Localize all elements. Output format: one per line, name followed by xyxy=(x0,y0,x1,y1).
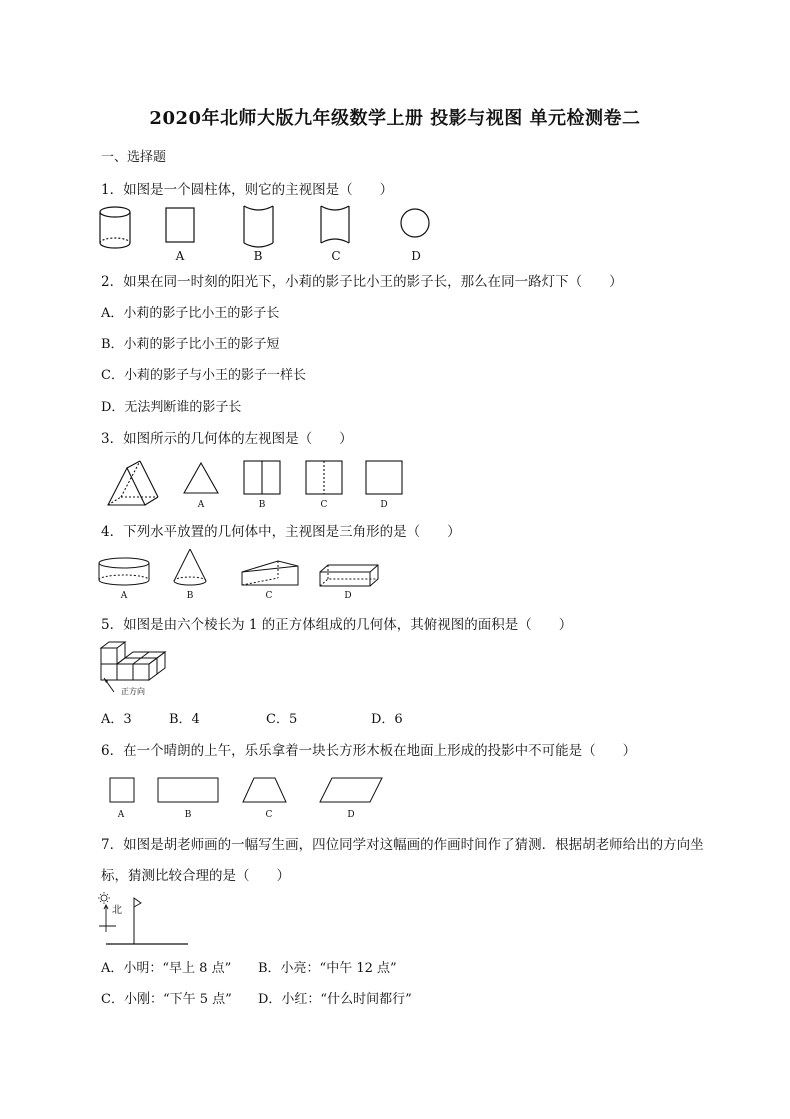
question-7-option-c: C．小刚：“下午 5 点” xyxy=(101,992,232,1007)
section-heading: 一、选择题 xyxy=(101,150,167,165)
q1-label-d: D xyxy=(411,249,421,263)
question-7-option-d: D．小红：“什么时间都行” xyxy=(258,992,412,1007)
q3-label-a: A xyxy=(197,500,205,510)
sun-icon xyxy=(98,892,110,904)
q6-label-d: D xyxy=(347,810,355,820)
question-5-option-a: A．3 xyxy=(101,712,132,727)
q4-label-b: B xyxy=(186,591,194,601)
question-2-option-d: D．无法判断谁的影子长 xyxy=(101,400,242,415)
direction-label: 正方向 xyxy=(121,687,145,696)
q1-label-b: B xyxy=(253,249,263,263)
q3-label-b: B xyxy=(258,500,266,510)
question-5-option-c: C．5 xyxy=(266,712,298,727)
q4-label-c: C xyxy=(265,591,273,601)
question-1-text: 1．如图是一个圆柱体，则它的主视图是（ ） xyxy=(101,182,394,198)
question-2-option-c: C．小莉的影子与小王的影子一样长 xyxy=(101,368,306,383)
q6-label-b: B xyxy=(184,810,192,820)
q3-label-d: D xyxy=(380,500,388,510)
question-7-option-b: B．小亮：“中午 12 点” xyxy=(258,961,397,976)
question-2-option-a: A．小莉的影子比小王的影子长 xyxy=(101,306,280,321)
page-title: 2020年北师大版九年级数学上册 投影与视图 单元检测卷二 xyxy=(149,108,641,129)
question-5-option-b: B．4 xyxy=(169,712,200,727)
question-7-text-line2: 标，猜测比较合理的是（ ） xyxy=(101,868,290,884)
question-7-option-a: A．小明：“早上 8 点” xyxy=(101,961,232,976)
flag-icon xyxy=(134,898,141,907)
question-7-text-line1: 7．如图是胡老师画的一幅写生画，四位同学对这幅画的作画时间作了猜测．根据胡老师给出的方向坐 xyxy=(101,837,704,853)
q6-label-a: A xyxy=(117,810,125,820)
q1-label-c: C xyxy=(331,249,341,263)
q4-label-d: D xyxy=(344,591,352,601)
q3-label-c: C xyxy=(320,500,328,510)
question-4-text: 4．下列水平放置的几何体中，主视图是三角形的是（ ） xyxy=(101,524,461,540)
question-5-option-d: D．6 xyxy=(371,712,403,727)
question-2-text: 2．如果在同一时刻的阳光下，小莉的影子比小王的影子长，那么在同一路灯下（ ） xyxy=(101,274,623,290)
question-5-text: 5．如图是由六个棱长为 1 的正方体组成的几何体，其俯视图的面积是（ ） xyxy=(101,617,573,633)
q1-label-a: A xyxy=(175,249,185,263)
question-6-text: 6．在一个晴朗的上午，乐乐拿着一块长方形木板在地面上形成的投影中不可能是（ ） xyxy=(101,743,637,759)
question-2-option-b: B．小莉的影子比小王的影子短 xyxy=(101,337,280,352)
north-label: 北 xyxy=(112,905,122,916)
question-3-text: 3．如图所示的几何体的左视图是（ ） xyxy=(101,431,353,447)
q4-label-a: A xyxy=(120,591,128,601)
q6-label-c: C xyxy=(265,810,273,820)
